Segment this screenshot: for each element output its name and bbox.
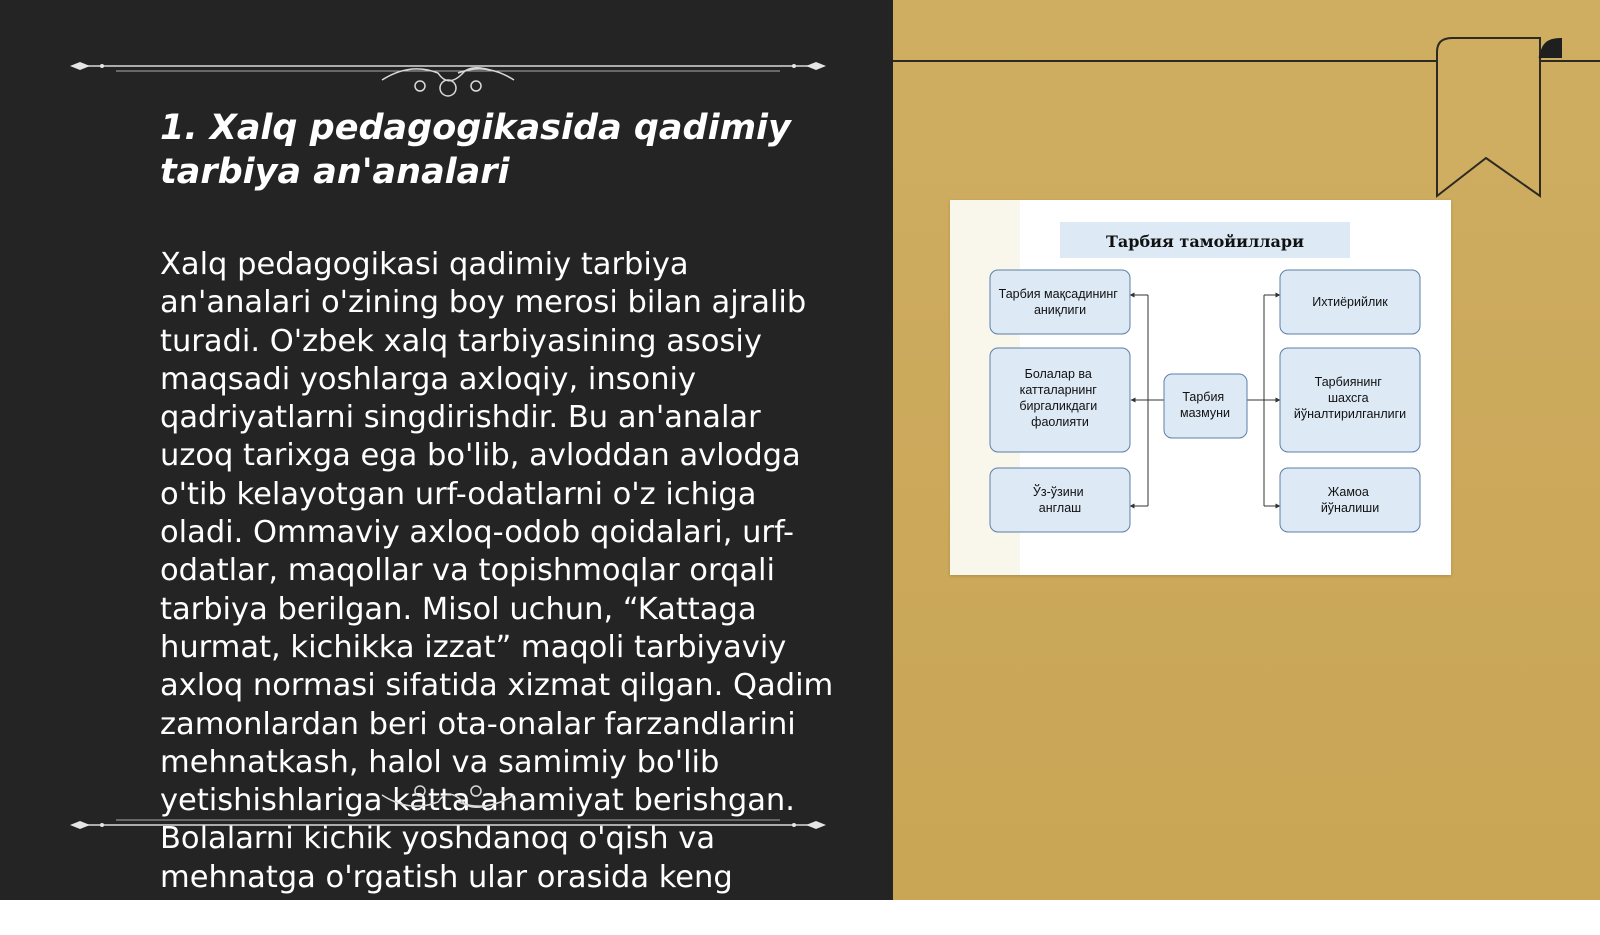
diagram-box-right-1 <box>1280 270 1420 334</box>
svg-text:Жамоа йўналиши: Жамоа йўналиши <box>1320 485 1380 515</box>
diagram-box-right-2 <box>1280 348 1420 452</box>
svg-text:Тарбиянинг шахсга: Тарбиянинг шахсга йўналтирилганлиги <box>1293 375 1407 421</box>
diagram-box-left-2 <box>990 348 1130 452</box>
top-ornament-divider <box>70 40 826 90</box>
slide-title: 1. Xalq pedagogikasida qadimiy tarbiya an'analari <box>160 108 791 192</box>
svg-text:Ўз-ўзини англаш: Ўз-ўзини англаш <box>1032 485 1084 515</box>
diagram-title: Тарбия тамойиллари <box>1106 232 1304 251</box>
bookmark-icon <box>1432 36 1562 198</box>
diagram-box-left-3 <box>990 468 1130 532</box>
svg-text:Ихтиёрийлик: Ихтиёрийлик <box>1312 295 1388 309</box>
diagram-box-center <box>1164 374 1247 438</box>
slide-body-text: Xalq pedagogikasi qadimiy tarbiya an'analari o'zining boy merosi bilan ajralib turadi. O'zbek xalq tarbiyasining asosiy maqsadi yoshlarga axloqiy, insoniy qadriyatlarni singdirishdir. Bu an'analar uzoq tarixga ega bo'lib, avloddan avlodga o'tib kelayotgan urf-odatlarni o'z ichiga oladi. Ommaviy axloq-odob qoidalari, urf-odatlar, maqollar va topishmoqlar orqali tarbiya berilgan. Misol uchun, “Kattaga hurmat, kichikka izzat” maqoli tarbiyaviy axloq normasi sifatida xizmat qilgan. Qadim zamonlardan beri ota-onalar farzandlarini mehnatkash, halol va samimiy bo'lib yetishishlariga katta ahamiyat berishgan. Bolalarni kichik yoshdanoq o'qish va mehnatga o'rgatish ular orasida keng tarqalgan. <box>160 247 834 934</box>
bottom-ornament-divider <box>70 785 826 835</box>
svg-text:Болалар ва катталарнин: Болалар ва катталарнинг биргаликдаги фаолияти <box>1019 367 1098 429</box>
svg-text:Тарбия мақсадининг ани: Тарбия мақсадининг аниқлиги <box>998 287 1118 317</box>
svg-text:Тарбия мазмуни: Тарбия мазмуни <box>1179 390 1231 420</box>
principles-diagram <box>950 200 1451 575</box>
diagram-box-right-3 <box>1280 468 1420 532</box>
diagram-box-left-1 <box>990 270 1130 334</box>
